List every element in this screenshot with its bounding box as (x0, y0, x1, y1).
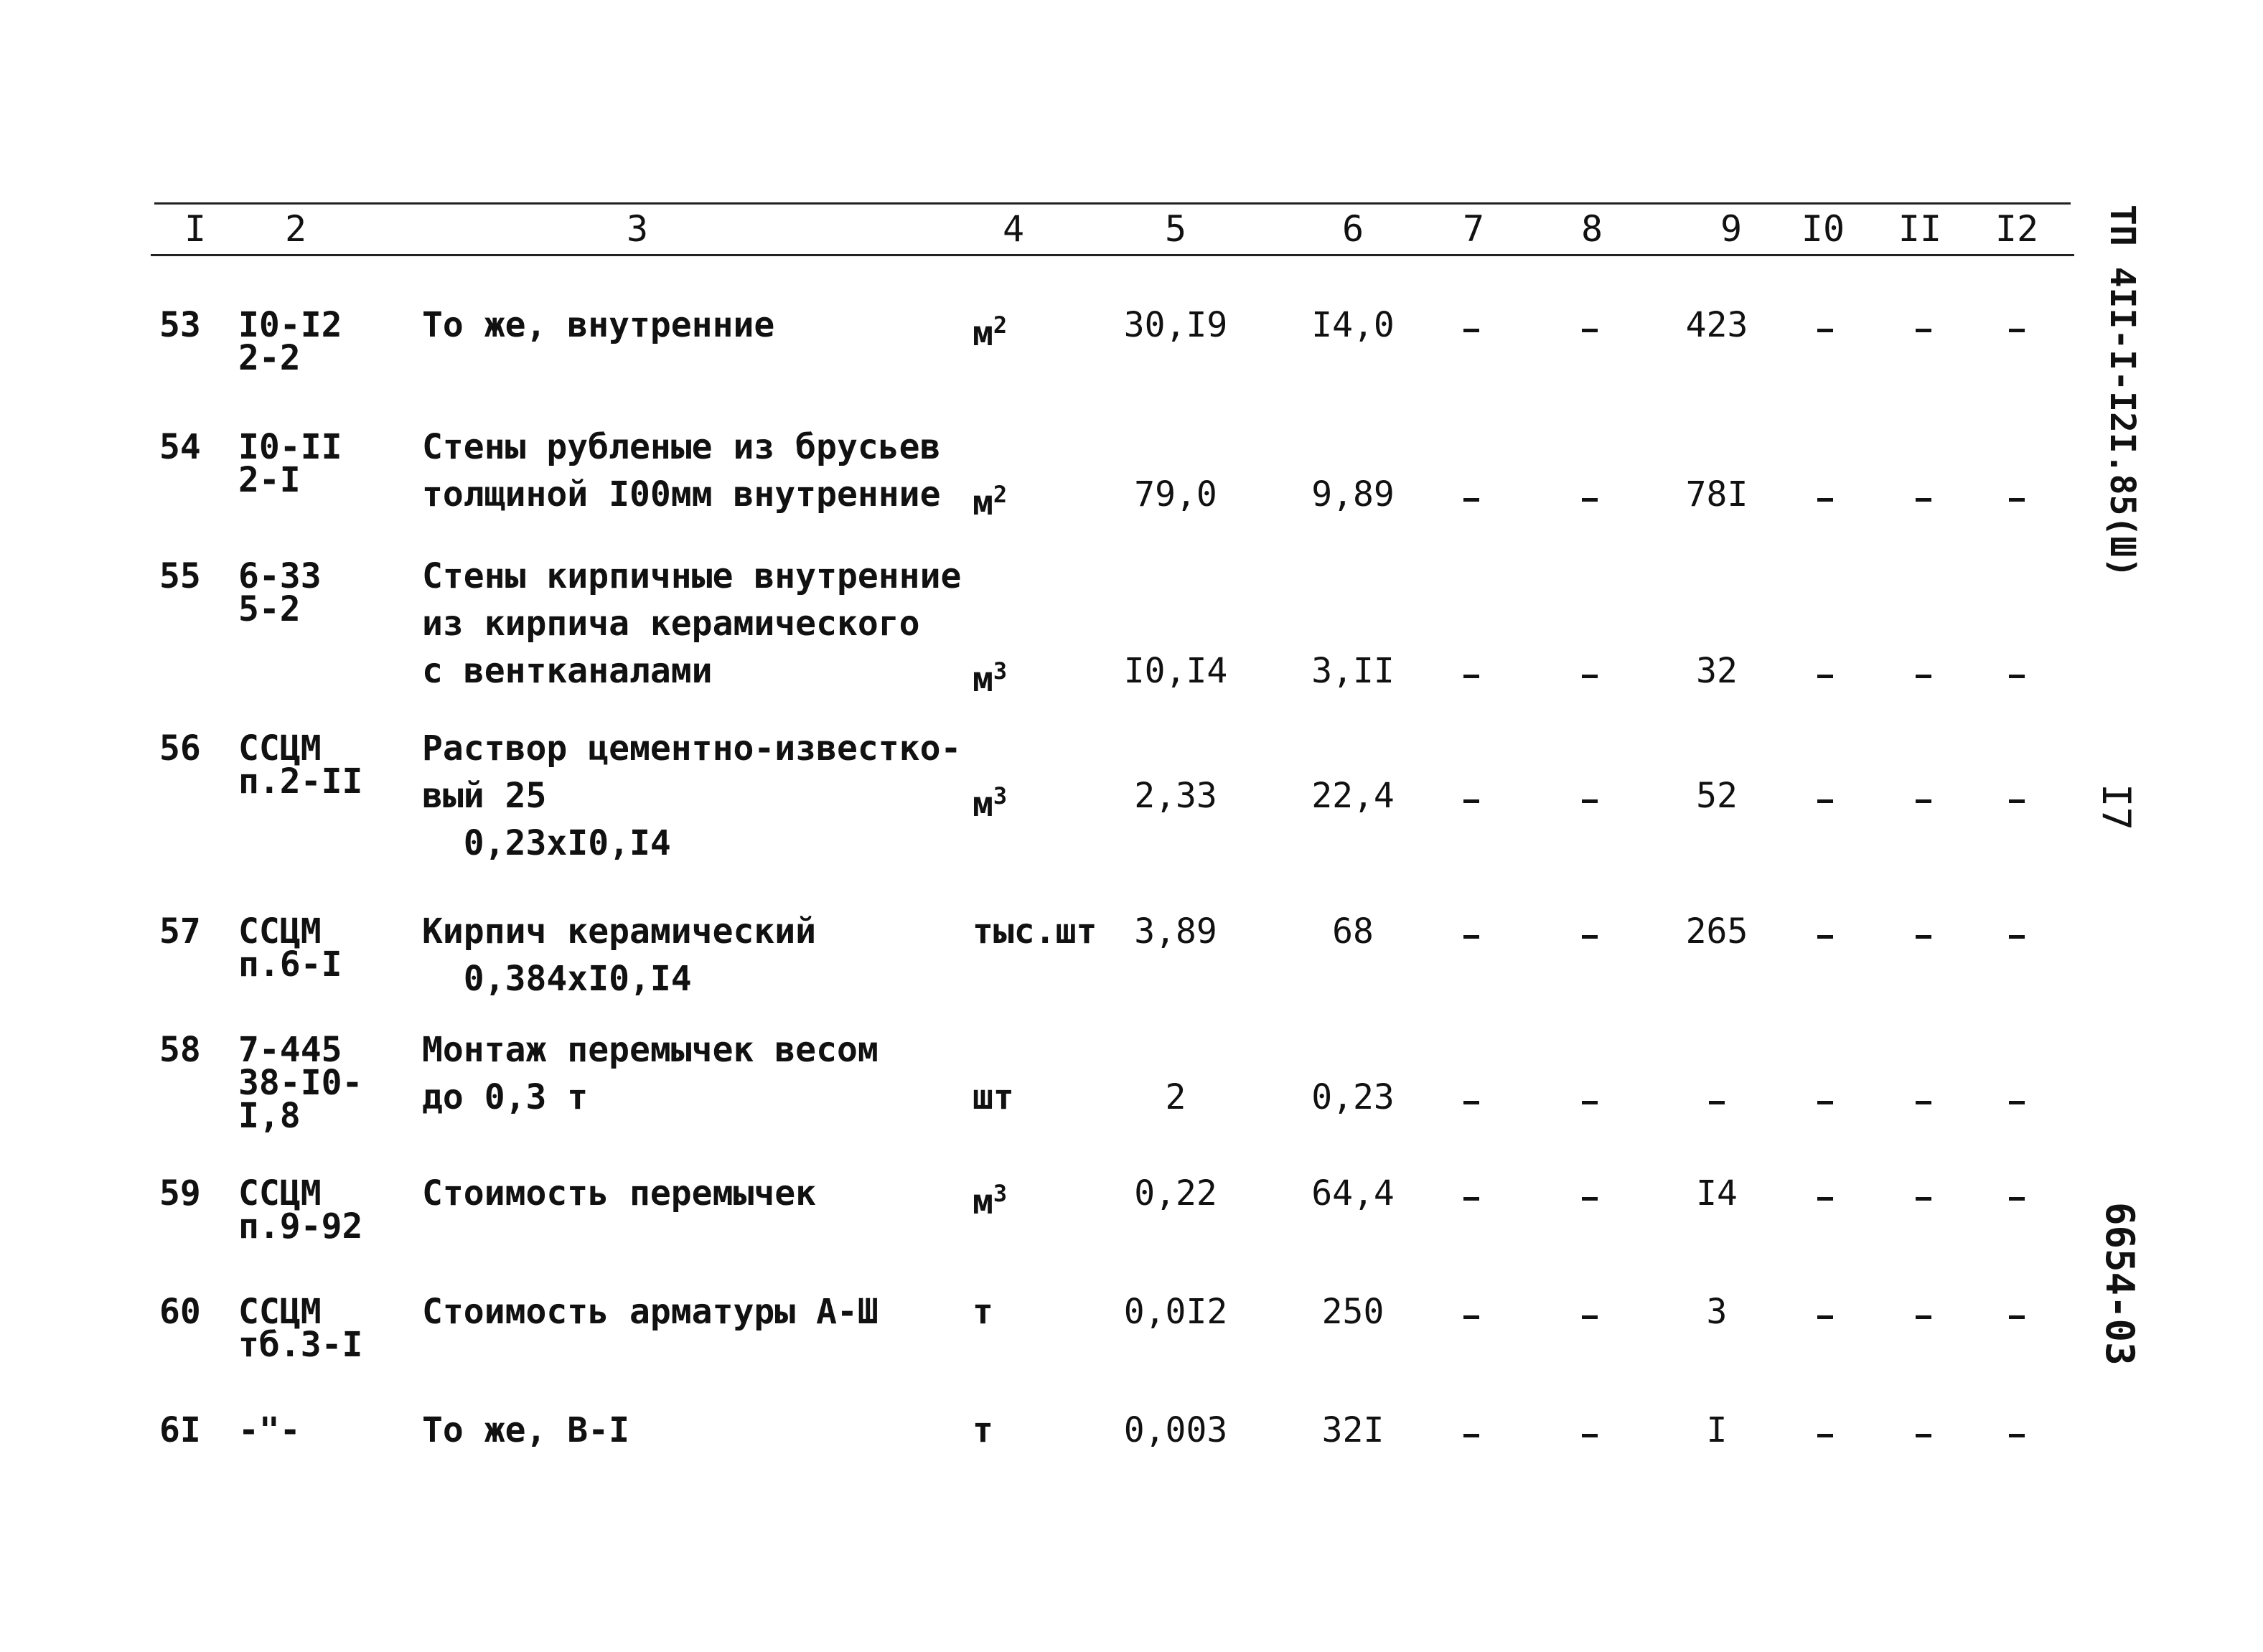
row-code-line: 2-2 (238, 338, 301, 378)
row-col7-dash (1463, 1197, 1479, 1201)
row-code-line: I0-I2 (238, 305, 342, 345)
row-number: 58 (159, 1030, 201, 1070)
row-unit-exponent: 2 (993, 311, 1008, 339)
column-header-6: 6 (1341, 208, 1364, 250)
column-header-10: I0 (1801, 208, 1845, 250)
row-col12-dash (2009, 1101, 2025, 1104)
row-description-line: с вентканалами (422, 651, 713, 691)
row-unit (973, 1288, 993, 1336)
row-col6-value: 250 (1321, 1292, 1384, 1332)
row-number: 54 (159, 427, 201, 467)
row-unit-exponent: 2 (993, 481, 1008, 508)
row-description-line: Раствор цементно-известко- (422, 728, 962, 769)
row-col10-dash (1817, 935, 1833, 939)
row-number: 60 (159, 1292, 201, 1332)
row-description-line: Стоимость перемычек (422, 1173, 817, 1214)
row-col5-value: 30,I9 (1123, 305, 1228, 345)
row-col6-value: 0,23 (1311, 1077, 1395, 1117)
row-col12-dash (2009, 498, 2025, 502)
row-unit-text: м (973, 660, 993, 700)
row-description-line: Стоимость арматуры А-Ш (422, 1292, 879, 1332)
row-col12-dash (2009, 1197, 2025, 1201)
row-col10-dash (1817, 1197, 1833, 1201)
column-header-3: 3 (626, 208, 649, 250)
row-description-line: до 0,3 т (422, 1077, 589, 1117)
row-code-line: 6-33 (238, 556, 322, 596)
row-col12-dash (2009, 935, 2025, 939)
column-header-8: 8 (1580, 208, 1603, 250)
row-col9-value: I (1706, 1410, 1728, 1450)
row-description-line: Стены рубленые из брусьев (422, 427, 941, 467)
row-col8-dash (1582, 799, 1598, 803)
row-col11-dash (1916, 1197, 1931, 1201)
row-col7-dash (1463, 498, 1479, 502)
row-code-line: ССЦМ (238, 728, 322, 769)
row-code-line: 38-I0- (238, 1063, 363, 1103)
row-col11-dash (1916, 1434, 1931, 1437)
row-unit-text: м (973, 784, 993, 825)
row-unit-text: т (973, 1292, 993, 1332)
row-col6-value: 68 (1332, 911, 1374, 952)
row-unit (973, 301, 1007, 357)
row-col10-dash (1817, 799, 1833, 803)
row-code-line: 5-2 (238, 589, 301, 629)
row-description-line: 0,23хI0,I4 (422, 823, 671, 863)
row-code-line: тб.3-I (238, 1325, 363, 1365)
row-col12-dash (2009, 1434, 2025, 1437)
row-code-line: I,8 (238, 1096, 301, 1136)
row-description-line: Монтаж перемычек весом (422, 1030, 879, 1070)
column-header-5: 5 (1164, 208, 1187, 250)
row-col9-value: 265 (1685, 911, 1748, 952)
row-col9-value: 52 (1696, 776, 1738, 816)
row-unit-text: м (973, 314, 993, 354)
row-col5-value: 2,33 (1134, 776, 1217, 816)
column-header-2: 2 (284, 208, 307, 250)
row-col11-dash (1916, 935, 1931, 939)
row-col8-dash (1582, 1315, 1598, 1319)
row-col11-dash (1916, 498, 1931, 502)
doc-code-label: ТП 4II-I-I2I.85(Ш) (2102, 205, 2142, 578)
row-description-line: вый 25 (422, 776, 547, 816)
column-header-7: 7 (1462, 208, 1485, 250)
row-unit (973, 1170, 1007, 1226)
row-col10-dash (1817, 1101, 1833, 1104)
row-unit-text: шт (973, 1077, 1014, 1117)
row-unit (973, 471, 1007, 527)
row-col12-dash (2009, 1315, 2025, 1319)
row-col11-dash (1916, 1315, 1931, 1319)
row-col6-value: 9,89 (1311, 474, 1395, 515)
row-code-line: -"- (238, 1410, 301, 1450)
row-col7-dash (1463, 329, 1479, 332)
row-unit (973, 1407, 993, 1454)
row-code-line: I0-II (238, 427, 342, 467)
row-col8-dash (1582, 1197, 1598, 1201)
row-col7-dash (1463, 799, 1479, 803)
row-col6-value: 64,4 (1311, 1173, 1395, 1214)
row-col7-dash (1463, 1101, 1479, 1104)
row-code-line: ССЦМ (238, 1173, 322, 1214)
row-col6-value: 3,II (1311, 651, 1395, 691)
row-unit-text: т (973, 1410, 993, 1450)
row-col5-value: I0,I4 (1123, 651, 1228, 691)
row-number: 53 (159, 305, 201, 345)
row-col5-value: 0,22 (1134, 1173, 1217, 1214)
row-unit (973, 908, 1097, 955)
row-col12-dash (2009, 329, 2025, 332)
row-col9-dash (1709, 1101, 1725, 1104)
inventory-number: 6654-03 (2097, 1202, 2142, 1366)
row-unit (973, 772, 1007, 828)
row-unit-text: м (973, 1182, 993, 1222)
row-col5-value: 3,89 (1134, 911, 1217, 952)
row-number: 57 (159, 911, 201, 952)
column-header-1: I (184, 208, 207, 250)
row-col12-dash (2009, 799, 2025, 803)
row-col8-dash (1582, 498, 1598, 502)
row-unit-text: м (973, 483, 993, 523)
row-code-line: ССЦМ (238, 1292, 322, 1332)
row-code-line: п.9-92 (238, 1206, 363, 1247)
row-description-line: из кирпича керамического (422, 604, 920, 644)
row-col7-dash (1463, 1315, 1479, 1319)
row-col8-dash (1582, 1434, 1598, 1437)
row-col5-value: 2 (1165, 1077, 1186, 1117)
row-unit-text: тыс.шт (973, 911, 1097, 952)
row-col10-dash (1817, 329, 1833, 332)
header-bottom-rule (151, 254, 2074, 256)
row-col6-value: I4,0 (1311, 305, 1395, 345)
row-col11-dash (1916, 329, 1931, 332)
row-unit-exponent: 3 (993, 782, 1008, 809)
row-unit (973, 1074, 1014, 1121)
row-col8-dash (1582, 1101, 1598, 1104)
row-col12-dash (2009, 675, 2025, 678)
row-col11-dash (1916, 1101, 1931, 1104)
row-col10-dash (1817, 1315, 1833, 1319)
row-col5-value: 0,0I2 (1123, 1292, 1228, 1332)
row-col5-value: 0,003 (1123, 1410, 1228, 1450)
row-description-line: 0,384хI0,I4 (422, 959, 692, 999)
row-number: 55 (159, 556, 201, 596)
row-col9-value: I4 (1696, 1173, 1738, 1214)
row-col7-dash (1463, 1434, 1479, 1437)
row-description-line: толщиной I00мм внутренние (422, 474, 941, 515)
row-code-line: п.6-I (238, 944, 342, 985)
column-header-12: I2 (1995, 208, 2039, 250)
row-code-line: 2-I (238, 460, 301, 500)
row-col7-dash (1463, 935, 1479, 939)
page-number: I7 (2094, 784, 2139, 831)
row-code-line: ССЦМ (238, 911, 322, 952)
row-col10-dash (1817, 1434, 1833, 1437)
row-unit-exponent: 3 (993, 1180, 1008, 1207)
row-col6-value: 22,4 (1311, 776, 1395, 816)
column-header-9: 9 (1720, 208, 1743, 250)
row-number: 6I (159, 1410, 201, 1450)
row-col8-dash (1582, 675, 1598, 678)
row-col11-dash (1916, 799, 1931, 803)
row-col7-dash (1463, 675, 1479, 678)
row-col8-dash (1582, 935, 1598, 939)
row-col11-dash (1916, 675, 1931, 678)
row-col8-dash (1582, 329, 1598, 332)
row-description-line: Кирпич керамический (422, 911, 817, 952)
row-col5-value: 79,0 (1134, 474, 1217, 515)
row-number: 59 (159, 1173, 201, 1214)
column-header-11: II (1898, 208, 1942, 250)
row-col10-dash (1817, 675, 1833, 678)
row-code-line: п.2-II (238, 761, 363, 802)
header-top-rule-right (811, 202, 2071, 205)
row-description-line: Стены кирпичные внутренние (422, 556, 962, 596)
row-number: 56 (159, 728, 201, 769)
column-header-4: 4 (1002, 208, 1025, 250)
row-col9-value: 3 (1706, 1292, 1728, 1332)
row-col9-value: 423 (1685, 305, 1748, 345)
row-col6-value: 32I (1321, 1410, 1384, 1450)
row-description-line: То же, В-I (422, 1410, 629, 1450)
row-description-line: То же, внутренние (422, 305, 775, 345)
row-unit (973, 647, 1007, 703)
row-col10-dash (1817, 498, 1833, 502)
row-col9-value: 32 (1696, 651, 1738, 691)
row-code-line: 7-445 (238, 1030, 342, 1070)
row-col9-value: 78I (1685, 474, 1748, 515)
row-unit-exponent: 3 (993, 657, 1008, 685)
